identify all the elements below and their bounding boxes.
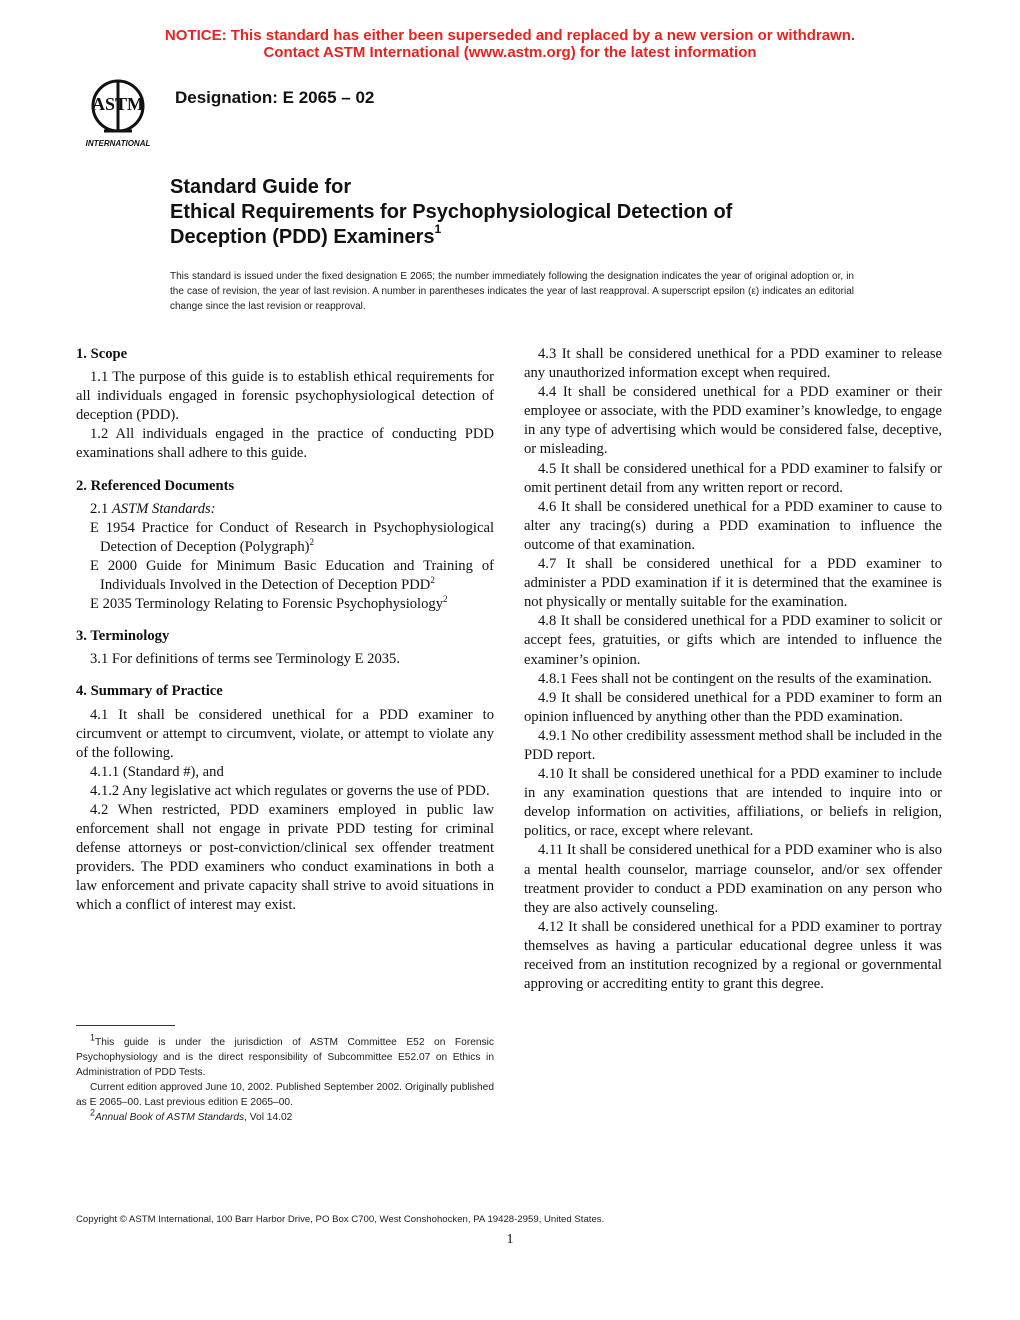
page-number: 1	[506, 1232, 514, 1247]
footnotes	[76, 1032, 494, 1125]
footnote-divider	[76, 1025, 175, 1026]
section-heading-summary: 4. Summary of Practice	[76, 683, 223, 700]
notice-banner	[0, 27, 1020, 61]
title-line-2: Ethical Requirements for Psychophysiological Detection of	[170, 201, 733, 223]
footnote-1-edition: Current edition approved June 10, 2002. Published September 2002. Originally published as E 2065–00. Last previous edition E 2065–00.	[76, 1082, 494, 1108]
paragraph-4-6: 4.6 It shall be considered unethical for a PDD examiner to cause to alter any tracing(s) during a PDD examination to influence the outcome of that examination.	[524, 498, 942, 553]
copyright-line: Copyright © ASTM International, 100 Barr Harbor Drive, PO Box C700, West Conshohocken, PA 19428-2959, United States.	[76, 1214, 605, 1225]
logo-subtext: INTERNATIONAL	[85, 139, 151, 148]
notice-line-2: Contact ASTM International (www.astm.org) for the latest information	[263, 44, 757, 61]
paragraph-4-8: 4.8 It shall be considered unethical for a PDD examiner to solicit or accept fees, gratuities, or gifts which are intended to influence the examiner’s opinion.	[524, 613, 942, 668]
paragraph-4-2: 4.2 When restricted, PDD examiners employed in public law enforcement shall not engage in private PDD testing for criminal defense attorneys or post-conviction/clinical sex offender treatment providers. The PDD examiners who conduct examinations in both a law enforcement and private capacity shall strive to avoid situations in which a conflict of interest may exist.	[76, 801, 494, 914]
paragraph-4-4: 4.4 It shall be considered unethical for a PDD examiner or their employee or associate, with the PDD examiner’s knowledge, to engage in any type of advertising which would be considered false, deceptive, or misleading.	[524, 384, 942, 458]
issued-statement: This standard is issued under the fixed designation E 2065; the number immediately following the designation indicates the year of original adoption or, in the case of revision, the year of last revision. A number in parentheses indicates the year of last reapproval. A superscript epsilon (ε) indicates an editorial change since the last revision or reapproval.	[170, 271, 854, 312]
document-title	[170, 175, 870, 250]
astm-logo	[74, 76, 162, 150]
section-heading-scope: 1. Scope	[76, 346, 128, 362]
paragraph-3-1: 3.1 For definitions of terms see Terminology E 2035.	[90, 651, 401, 668]
paragraph-4-5: 4.5 It shall be considered unethical for a PDD examiner to falsify or omit pertinent detail from any written report or record.	[524, 460, 942, 496]
paragraph-4-1: 4.1 It shall be considered unethical for a PDD examiner to circumvent or attempt to circumvent, violate, or attempt to violate any of the following.	[76, 706, 494, 761]
footnote-1: $^1$This guide is under the jurisdiction of ASTM Committee E52 on Forensic Psychophysiology and is the direct responsibility of Subcommittee E52.07 on Ethics in Administration of PDD Tests.	[76, 1032, 494, 1078]
title-footnote-mark: 1	[434, 222, 442, 237]
reference-item: E 2035 Terminology Relating to Forensic Psychophysiology$^2$	[90, 594, 448, 613]
paragraph-4-11: 4.11 It shall be considered unethical for a PDD examiner who is also a mental health counselor, marriage counselor, and/or sex offender treatment provider to conduct a PDD examination on any person who they are also actively counseling.	[524, 842, 942, 916]
title-line-1: Standard Guide for	[170, 176, 352, 198]
right-column	[524, 345, 942, 994]
reference-item: E 2000 Guide for Minimum Basic Education and Training of Individuals Involved in the Detection of Deception PDD$^2$	[90, 557, 494, 594]
paragraph-4-7: 4.7 It shall be considered unethical for a PDD examiner to administer a PDD examination if it is determined that the examinee is not physically or mentally suitable for the examination.	[524, 556, 942, 611]
paragraph-4-1-1: 4.1.1 (Standard #), and	[90, 763, 224, 780]
paragraph-4-8-1: 4.8.1 Fees shall not be contingent on the results of the examination.	[538, 670, 932, 687]
logo-text: ASTM	[91, 94, 145, 114]
notice-line-1: NOTICE: This standard has either been superseded and replaced by a new version or withdrawn.	[164, 27, 856, 44]
paragraph-4-12: 4.12 It shall be considered unethical for a PDD examiner to portray themselves as having a particular educational degree unless it was received from an institution recognized by a regional or governmental approving or accrediting entity to grant this degree.	[524, 918, 942, 993]
section-heading-terminology: 3. Terminology	[76, 628, 170, 645]
title-line-3: Deception (PDD) Examiners$^1$	[170, 222, 442, 248]
paragraph-4-9-1: 4.9.1 No other credibility assessment method shall be included in the PDD report.	[524, 727, 942, 763]
footnote-2: $^2$Annual Book of ASTM Standards, Vol 14.02	[90, 1107, 293, 1123]
designation: Designation: E 2065 – 02	[175, 88, 375, 107]
reference-item: E 1954 Practice for Conduct of Research in Psychophysiological Detection of Deception (Polygraph)$^2$	[90, 519, 494, 555]
paragraph-4-10: 4.10 It shall be considered unethical for a PDD examiner to include in any examination questions that are intended to inquire into or develop information on activities, affiliations, or beliefs in religion, politics, or race, except where relevant.	[524, 766, 942, 840]
paragraph-4-1-2: 4.1.2 Any legislative act which regulates or governs the use of PDD.	[90, 782, 490, 799]
paragraph-4-3: 4.3 It shall be considered unethical for a PDD examiner to release any unauthorized information except when required.	[524, 346, 942, 382]
paragraph-2-1: 2.1 ASTM Standards:	[90, 500, 216, 517]
left-column	[76, 345, 494, 916]
paragraph-4-9: 4.9 It shall be considered unethical for a PDD examiner to form an opinion influenced by anything other than the PDD examination.	[524, 689, 942, 725]
paragraph-1-2: 1.2 All individuals engaged in the practice of conducting PDD examinations shall adhere to this guide.	[76, 426, 494, 462]
section-heading-referenced: 2. Referenced Documents	[76, 477, 235, 494]
paragraph-1-1: 1.1 The purpose of this guide is to establish ethical requirements for all individuals engaged in forensic psychophysiological detection of deception (PDD).	[76, 369, 494, 424]
